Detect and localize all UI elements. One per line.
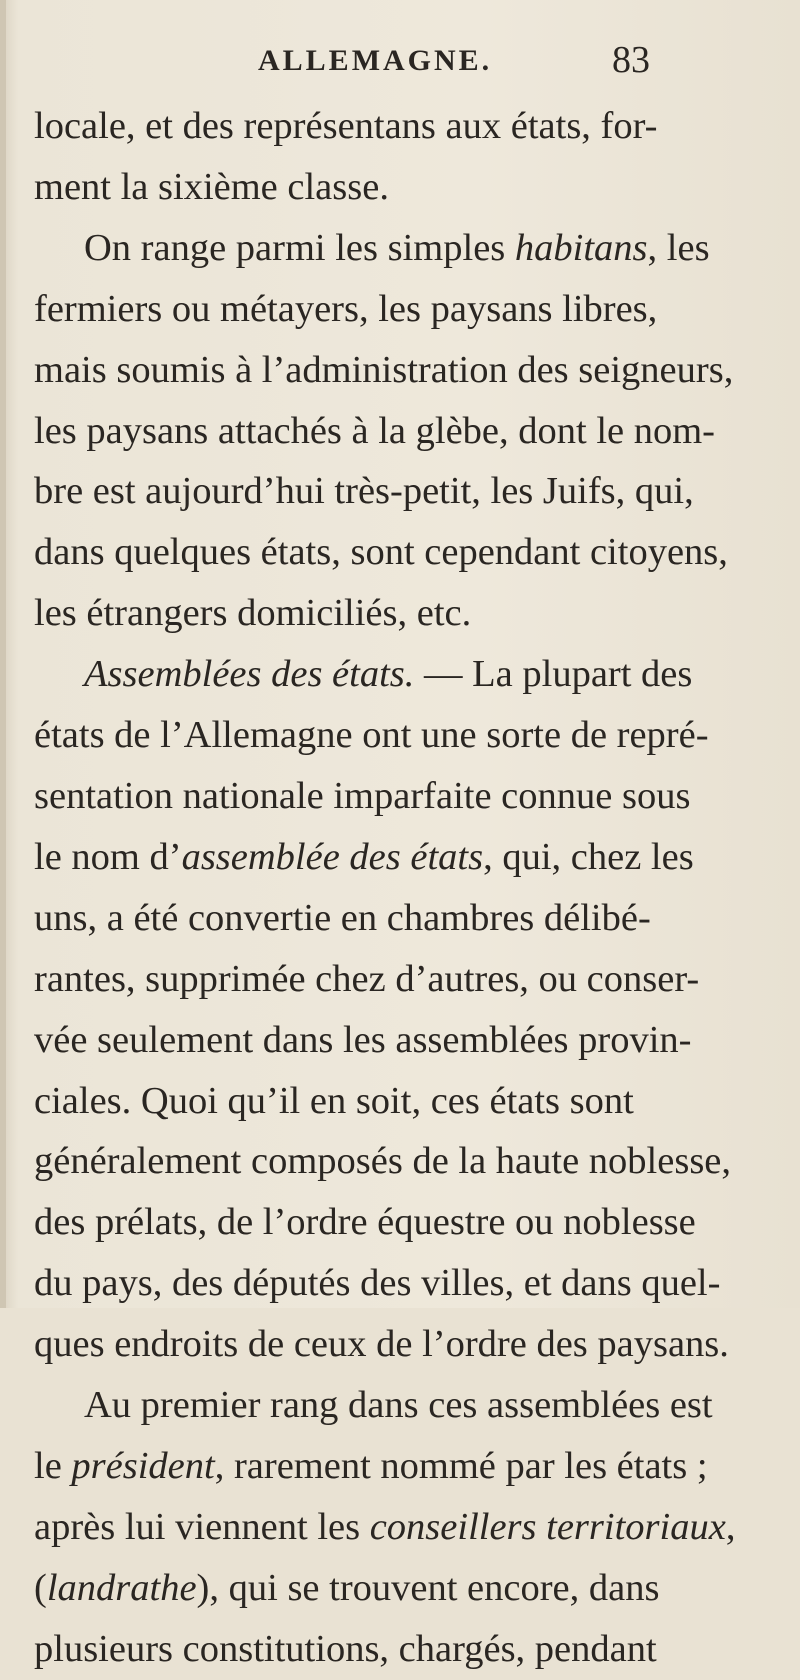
text-line: vée seulement dans les assemblées provin- [34,1018,692,1061]
text-line: ment la sixième classe. [34,165,389,208]
text-line: On range parmi les simples habitans, les [84,226,710,269]
text-line: les étrangers domiciliés, etc. [34,592,472,635]
running-title: ALLEMAGNE. [258,44,493,77]
text-line: ques endroits de ceux de l’ordre des paysans. [34,1323,729,1366]
text-line: les paysans attachés à la glèbe, dont le nom- [34,409,716,452]
text-line: ciales. Quoi qu’il en soit, ces états sont [34,1079,634,1122]
page-edge [0,0,6,1308]
text-line: le nom d’assemblée des états, qui, chez les [34,835,694,878]
text-line: du pays, des députés des villes, et dans quel- [34,1262,721,1305]
text-line: fermiers ou métayers, les paysans libres, [34,287,658,330]
text-line: rantes, supprimée chez d’autres, ou conser- [34,957,700,1000]
page-number: 83 [612,39,650,81]
text-line: généralement composés de la haute noblesse, [34,1140,732,1183]
text-line: après lui viennent les conseillers territoriaux, [34,1505,736,1548]
text-line: locale, et des représentans aux états, for- [34,105,658,147]
text-line: mais soumis à l’administration des seigneurs, [34,348,734,391]
section-heading-line: Assemblées des états. — La plupart des [84,653,693,696]
body-text [34,96,774,1680]
text-line: bre est aujourd’hui très-petit, les Juifs, qui, [34,470,694,513]
page-header [0,38,800,88]
text-line: Au premier rang dans ces assemblées est [84,1384,713,1427]
text-line: plusieurs constitutions, chargés, pendant [34,1627,657,1670]
text-line: des prélats, de l’ordre équestre ou noblesse [34,1201,696,1244]
text-line: (landrathe), qui se trouvent encore, dans [34,1566,660,1609]
text-line: dans quelques états, sont cependant citoyens, [34,531,728,574]
section-heading: Assemblées des états. [84,653,415,696]
text-line: uns, a été convertie en chambres délibé- [34,896,651,939]
text-line: états de l’Allemagne ont une sorte de repré- [34,714,709,757]
text-line: sentation nationale imparfaite connue sous [34,774,691,817]
text-line: le président, rarement nommé par les états ; [34,1444,708,1487]
